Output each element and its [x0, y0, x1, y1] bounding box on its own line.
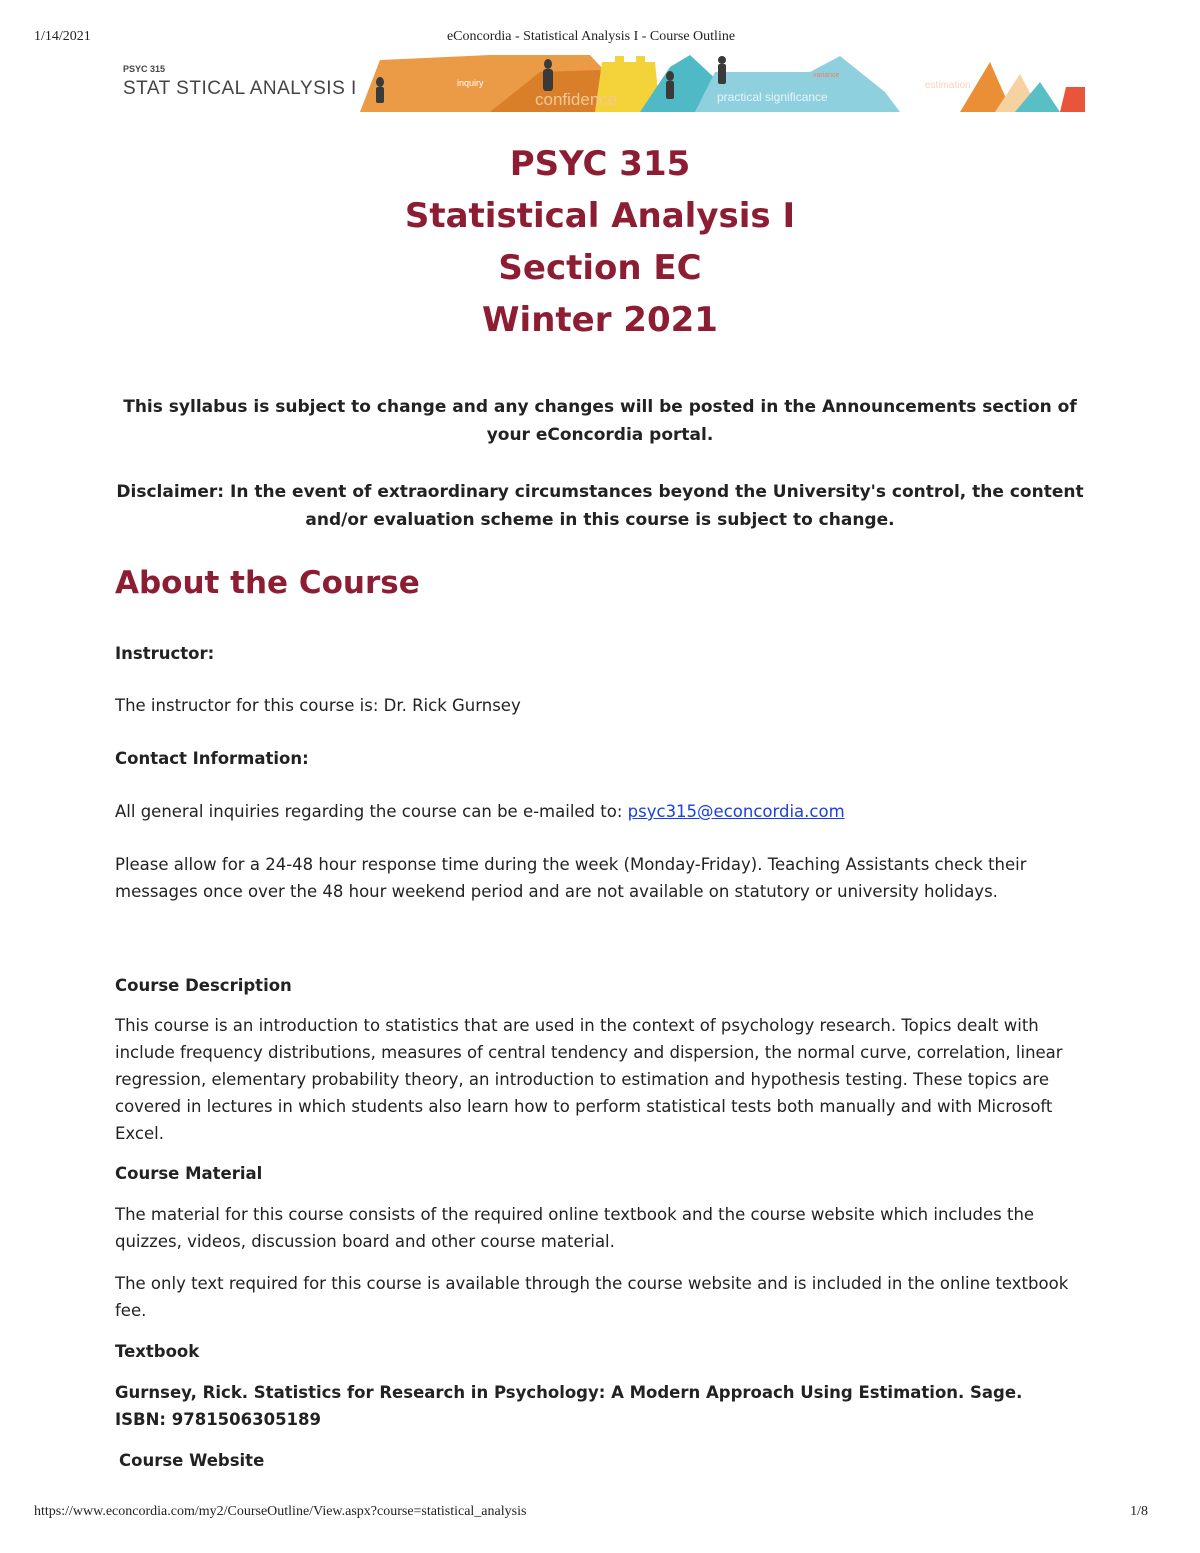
textbook-citation: Gurnsey, Rick. Statistics for Research in Psychology: A Modern Approach Using Estimation. Sage.: [115, 1383, 1023, 1402]
course-term: Winter 2021: [482, 300, 718, 340]
course-description-text: This course is an introduction to statistics that are used in the context of psychology research. Topics dealt with include frequency distributions, measures of central tendency and dispersion, the normal curve, correlation, linear regression, elementary probability theory, an introduction to estimation and hypothesis testing. These topics are covered in lectures in which students also learn how to perform statistical tests both manually and with Microsoft Excel.: [115, 1016, 1063, 1143]
contact-email-link[interactable]: psyc315@econcordia.com: [627, 802, 845, 821]
contact-text-row: [115, 798, 1085, 825]
course-material-label: Course Material: [115, 1164, 263, 1183]
response-time-text: Please allow for a 24-48 hour response time during the week (Monday-Friday). Teaching Assistants check their messages once over the 48 hour weekend period and are not available on statutory or university holidays.: [115, 855, 1027, 901]
print-header: [34, 29, 1148, 45]
banner-artwork: [340, 52, 1085, 112]
banner-word-confidence: confidence: [535, 90, 618, 109]
banner-word-estimation: estimation: [925, 80, 971, 91]
course-banner: [115, 52, 1085, 112]
course-material-text-1: The material for this course consists of the required online textbook and the course website which includes the quizzes, videos, discussion board and other course material.: [115, 1205, 1035, 1251]
course-code: PSYC 315: [509, 144, 691, 184]
banner-red-block: [1060, 87, 1085, 112]
contact-text: All general inquiries regarding the course can be e-mailed to:: [115, 802, 623, 821]
syllabus-change-notice: This syllabus is subject to change and any changes will be posted in the Announcements section of your eConcordia portal.: [123, 397, 1077, 445]
textbook-label: Textbook: [115, 1342, 200, 1361]
print-date: 1/14/2021: [34, 29, 91, 44]
course-description-label: Course Description: [115, 976, 292, 995]
textbook-isbn: ISBN: 9781506305189: [115, 1410, 322, 1429]
about-course-heading: About the Course: [115, 565, 420, 601]
banner-word-inquiry: inquiry: [457, 78, 484, 88]
banner-word-practical-significance: practical significance: [717, 90, 828, 104]
course-section: Section EC: [498, 248, 702, 288]
course-title-block: [115, 138, 1085, 346]
print-url: https://www.econcordia.com/my2/CourseOutline/View.aspx?course=statistical_analysis: [34, 1504, 527, 1519]
banner-course-code: PSYC 315: [123, 64, 166, 74]
course-name: Statistical Analysis I: [404, 196, 796, 236]
course-website-label: Course Website: [119, 1451, 265, 1470]
print-footer: [34, 1504, 1148, 1520]
instructor-text: The instructor for this course is: Dr. Rick Gurnsey: [115, 696, 521, 715]
print-page-title: eConcordia - Statistical Analysis I - Course Outline: [446, 29, 736, 44]
print-page-number: 1/8: [1130, 1504, 1148, 1519]
disclaimer-notice: Disclaimer: In the event of extraordinary circumstances beyond the University's control, the content and/or evaluation scheme in this course is subject to change.: [116, 482, 1084, 530]
course-material-text-2: The only text required for this course is available through the course website and is included in the online textbook fee.: [115, 1274, 1069, 1320]
banner-word-variance: variance: [813, 72, 840, 79]
contact-label: Contact Information:: [115, 749, 309, 768]
banner-course-name: STAT STICAL ANALYSIS I: [123, 78, 357, 99]
instructor-label: Instructor:: [115, 644, 215, 663]
